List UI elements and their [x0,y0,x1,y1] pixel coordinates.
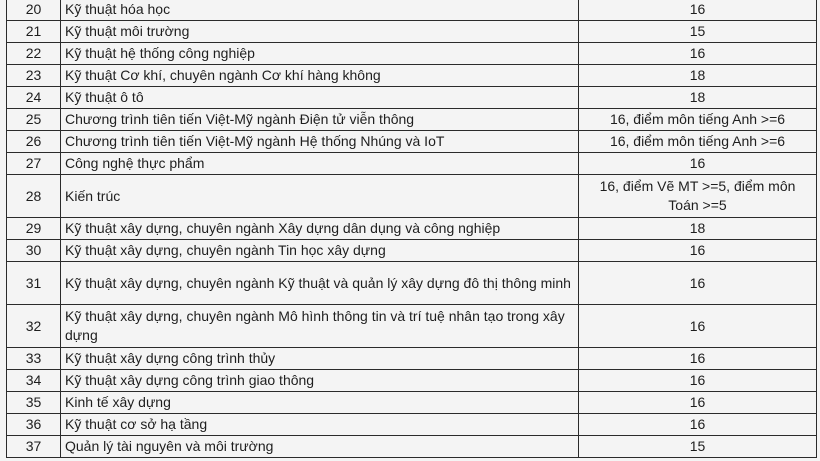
minimum-score: 18 [579,87,817,109]
table-row [7,153,817,175]
table-row [7,392,817,414]
minimum-score: 16 [579,305,817,348]
table-row [7,0,817,21]
table-row [7,175,817,218]
program-name: Kinh tế xây dựng [61,392,579,414]
minimum-score: 16 [579,153,817,175]
row-number: 27 [7,153,61,175]
row-number: 26 [7,131,61,153]
row-number: 37 [7,436,61,458]
program-name: Kỹ thuật Cơ khí, chuyên ngành Cơ khí hàng không [61,65,579,87]
program-name: Kiến trúc [61,175,579,218]
row-number: 36 [7,414,61,436]
admission-score-table [6,0,817,458]
table-row [7,109,817,131]
program-name: Kỹ thuật môi trường [61,21,579,43]
program-name: Chương trình tiên tiến Việt-Mỹ ngành Hệ thống Nhúng và IoT [61,131,579,153]
table-row [7,87,817,109]
minimum-score: 16, điểm môn tiếng Anh >=6 [579,109,817,131]
minimum-score: 16 [579,370,817,392]
minimum-score: 18 [579,65,817,87]
table-row [7,131,817,153]
program-name: Kỹ thuật hóa học [61,0,579,21]
row-number: 34 [7,370,61,392]
program-name: Kỹ thuật cơ sở hạ tầng [61,414,579,436]
minimum-score: 16, điểm Vẽ MT >=5, điểm môn Toán >=5 [579,175,817,218]
minimum-score: 16 [579,240,817,262]
program-name: Công nghệ thực phẩm [61,153,579,175]
row-number: 28 [7,175,61,218]
table-row [7,43,817,65]
row-number: 30 [7,240,61,262]
row-number: 35 [7,392,61,414]
row-number: 33 [7,348,61,370]
program-name: Chương trình tiên tiến Việt-Mỹ ngành Điện tử viễn thông [61,109,579,131]
program-name: Quản lý tài nguyên và môi trường [61,436,579,458]
minimum-score: 16 [579,43,817,65]
program-name: Kỹ thuật xây dựng, chuyên ngành Xây dựng dân dụng và công nghiệp [61,218,579,240]
table-row [7,65,817,87]
table-row [7,262,817,305]
program-name: Kỹ thuật xây dựng, chuyên ngành Tin học xây dựng [61,240,579,262]
table-row [7,348,817,370]
program-name: Kỹ thuật xây dựng công trình thủy [61,348,579,370]
row-number: 31 [7,262,61,305]
minimum-score: 15 [579,21,817,43]
minimum-score: 16 [579,262,817,305]
table-row [7,21,817,43]
program-name: Kỹ thuật xây dựng, chuyên ngành Mô hình thông tin và trí tuệ nhân tạo trong xây dựng [61,305,579,348]
minimum-score: 18 [579,218,817,240]
row-number: 20 [7,0,61,21]
row-number: 23 [7,65,61,87]
row-number: 21 [7,21,61,43]
minimum-score: 16 [579,0,817,21]
table-row [7,370,817,392]
minimum-score: 16 [579,348,817,370]
row-number: 24 [7,87,61,109]
minimum-score: 15 [579,436,817,458]
row-number: 32 [7,305,61,348]
table-row [7,240,817,262]
row-number: 22 [7,43,61,65]
table-row [7,305,817,348]
row-number: 29 [7,218,61,240]
row-number: 25 [7,109,61,131]
minimum-score: 16 [579,392,817,414]
table-row [7,436,817,458]
program-name: Kỹ thuật xây dựng, chuyên ngành Kỹ thuật và quản lý xây dựng đô thị thông minh [61,262,579,305]
minimum-score: 16, điểm môn tiếng Anh >=6 [579,131,817,153]
minimum-score: 16 [579,414,817,436]
program-name: Kỹ thuật ô tô [61,87,579,109]
program-name: Kỹ thuật xây dựng công trình giao thông [61,370,579,392]
table-row [7,414,817,436]
table-row [7,218,817,240]
program-name: Kỹ thuật hệ thống công nghiệp [61,43,579,65]
